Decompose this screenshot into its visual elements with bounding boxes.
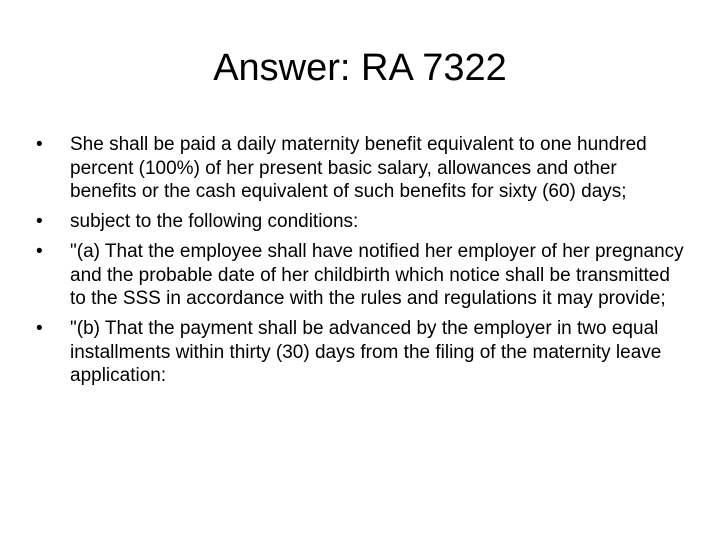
bullet-text: "(a) That the employee shall have notified her employer of her pregnancy and the probable date of her childbirth which notice shall be transmitted to the SSS in accordance with the rules and regulations it may provide; (70, 240, 684, 310)
bullet-item-benefit (36, 133, 686, 204)
bullet-list (36, 133, 686, 394)
slide-title: Answer: RA 7322 (213, 47, 507, 89)
bullet-marker: • (36, 317, 43, 339)
bullet-marker: • (36, 240, 43, 262)
bullet-text: subject to the following conditions: (70, 211, 359, 233)
bullet-item-condition-b (36, 317, 686, 388)
bullet-item-conditions (36, 210, 686, 234)
bullet-text: "(b) That the payment shall be advanced by the employer in two equal installments within thirty (30) days from the filing of the maternity leave application: (70, 317, 662, 387)
bullet-marker: • (36, 211, 43, 233)
bullet-item-condition-a (36, 240, 686, 311)
bullet-marker: • (36, 134, 43, 155)
bullet-text: She shall be paid a daily maternity benefit equivalent to one hundred percent (100%) of her present basic salary, allowances and other benefits or the cash equivalent of such benefits for sixty (60) days; (70, 134, 647, 203)
